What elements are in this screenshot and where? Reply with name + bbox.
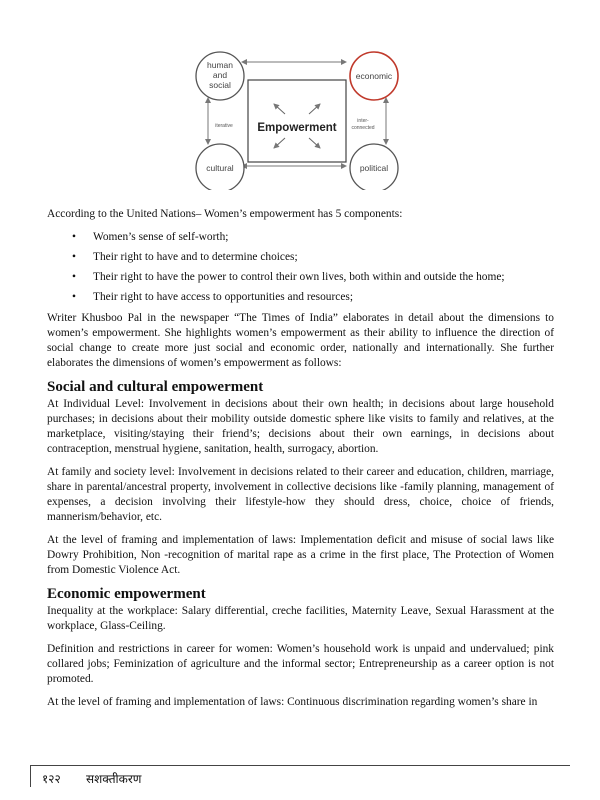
node-human-label-3: social bbox=[209, 80, 231, 90]
workplace-paragraph: Inequality at the workplace: Salary differential, creche facilities, Maternity Leave, Sexual Harassment at the workplace, Glass-Ceiling. bbox=[47, 605, 554, 632]
empowerment-diagram-svg bbox=[190, 40, 420, 190]
individual-level-paragraph: At Individual Level: Involvement in decisions about their own health; in decisions about large household purchases; in decisions about their mobility outside domestic sphere like visits to family and relatives, at the marketplace, visiting/staying their friend’s; decisions about their own earnings, in decisions about contraception, menstrual hygiene, sanitation, health, surrogacy, abortion. bbox=[47, 398, 554, 455]
list-item-text: Their right to have the power to control their own lives, both within and outside the home; bbox=[93, 271, 505, 283]
running-head: सशक्तीकरण bbox=[86, 772, 142, 786]
list-item-text: Women’s sense of self-worth; bbox=[93, 231, 229, 243]
left-side-label: iterative bbox=[215, 123, 233, 129]
list-item bbox=[47, 270, 554, 285]
node-human-label-2: and bbox=[212, 70, 228, 80]
list-item-text: Their right to have and to determine choices; bbox=[93, 251, 298, 263]
components-list bbox=[47, 230, 554, 305]
family-society-paragraph: At family and society level: Involvement in decisions related to their career and education, children, marriage, share in parental/ancestral property, involvement in collective decisions like -family planning, management of expenses, a decision involving their lifestyle-how they should dress, choice, choice of friends, mannerism/behavior, etc. bbox=[47, 466, 554, 523]
right-side-label-1: inter- bbox=[357, 118, 369, 124]
bullet-icon: • bbox=[72, 251, 76, 263]
page-number: १२२ bbox=[42, 772, 61, 786]
node-human-label-1: human bbox=[207, 60, 233, 70]
career-paragraph: Definition and restrictions in career for women: Women’s household work is unpaid and undervalued; pink collared jobs; Feminization of agriculture and the informal sector; Entrepreneurship as a career option is not promoted. bbox=[47, 643, 554, 685]
footer-corner-rule bbox=[30, 765, 31, 787]
bullet-icon: • bbox=[72, 291, 76, 303]
social-cultural-heading: Social and cultural empowerment bbox=[47, 379, 264, 395]
node-economic-label: economic bbox=[355, 71, 393, 81]
khusboo-pal-paragraph: Writer Khusboo Pal in the newspaper “The Times of India” elaborates in detail about the dimensions to women’s empowerment. She highlights women’s empowerment as their ability to influence the direction of social change to create more just social and economic order, nationally and internationally. She further elaborates the dimensions of women’s empowerment as follows: bbox=[47, 312, 554, 369]
list-item bbox=[47, 250, 554, 265]
page-body bbox=[47, 207, 554, 718]
center-box bbox=[248, 80, 346, 162]
list-item bbox=[47, 230, 554, 245]
node-cultural-label: cultural bbox=[206, 163, 234, 173]
laws-paragraph: At the level of framing and implementation of laws: Implementation deficit and misuse of social laws like Dowry Prohibition, Non -recognition of marital rape as a crime in the first place, The Protection of Women from Domestic Violence Act. bbox=[47, 534, 554, 576]
empowerment-diagram bbox=[190, 40, 420, 190]
economic-laws-paragraph: At the level of framing and implementation of laws: Continuous discrimination regarding women’s share in bbox=[47, 696, 538, 708]
list-item bbox=[47, 290, 554, 305]
intro-paragraph: According to the United Nations– Women’s empowerment has 5 components: bbox=[47, 208, 403, 220]
right-side-label-2: connected bbox=[351, 125, 375, 131]
economic-heading: Economic empowerment bbox=[47, 586, 206, 602]
bullet-icon: • bbox=[72, 271, 76, 283]
page-footer bbox=[30, 765, 570, 787]
footer-rule bbox=[30, 765, 570, 766]
bullet-icon: • bbox=[72, 231, 76, 243]
node-political-label: political bbox=[359, 163, 389, 173]
list-item-text: Their right to have access to opportunities and resources; bbox=[93, 291, 354, 303]
center-label: Empowerment bbox=[257, 122, 337, 134]
